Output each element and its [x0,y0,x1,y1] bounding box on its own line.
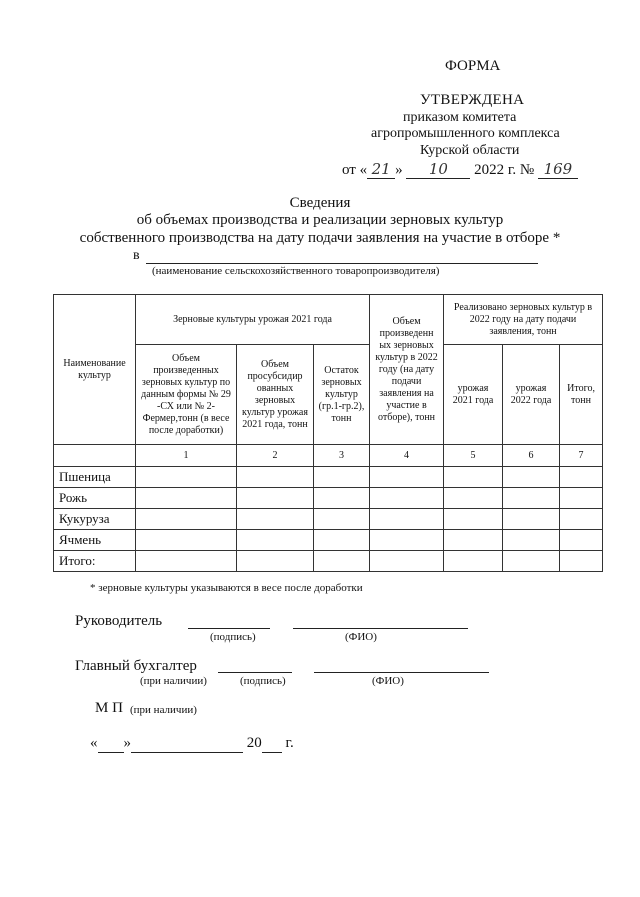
cell[interactable] [237,467,314,488]
doc-subtitle-1: об объемах производства и реализации зерновых культур [136,212,504,228]
grain-table [53,294,603,572]
cell[interactable] [560,488,603,509]
cell[interactable] [560,509,603,530]
date-year: 2022 г. № [474,162,535,178]
head-label: Руководитель [75,613,163,629]
cell[interactable] [237,530,314,551]
date-day: 21 [367,160,395,179]
cell[interactable] [560,551,603,572]
header-col-5: урожая 2021 года [444,345,503,445]
date-close-quote: » [123,735,131,751]
header-col-1: Объем произведенных зерновых культур по данным формы № 29 -СХ или № 2- Фермер,тонн (в весе после доработки) [136,345,237,445]
sign-date-line [90,735,294,753]
cell[interactable] [560,530,603,551]
in-label: в [133,248,140,263]
sign-month-field[interactable] [131,735,243,753]
head-signature-line[interactable] [188,628,270,629]
cell[interactable] [444,530,503,551]
num-cell: 7 [560,445,603,467]
row-label: Кукуруза [54,509,136,530]
cell[interactable] [237,509,314,530]
cell[interactable] [503,467,560,488]
accountant-signature-line[interactable] [218,672,292,673]
footnote: * зерновые культуры указываются в весе после доработки [90,582,363,594]
cell[interactable] [314,467,370,488]
row-label: Рожь [54,488,136,509]
accountant-fio-line[interactable] [314,672,489,673]
date-prefix: от « [342,162,368,178]
cell[interactable] [444,551,503,572]
doc-title: Сведения [289,195,351,211]
table-row [54,488,603,509]
form-label: ФОРМА [445,58,501,74]
header-col-3: Остаток зерновых культур (гр.1-гр.2), тонн [314,345,370,445]
header-group-2021: Зерновые культуры урожая 2021 года [136,295,370,345]
cell[interactable] [503,488,560,509]
header-col-6: урожая 2022 года [503,345,560,445]
cell[interactable] [237,551,314,572]
head-fio-line[interactable] [293,628,468,629]
cell[interactable] [136,509,237,530]
num-cell-empty [54,445,136,467]
sign-year-field[interactable] [262,735,282,753]
num-cell: 1 [136,445,237,467]
cell[interactable] [444,467,503,488]
num-cell: 3 [314,445,370,467]
doc-subtitle-2: собственного производства на дату подачи заявления на участие в отборе * [79,230,561,246]
table-row [54,530,603,551]
cell[interactable] [136,551,237,572]
accountant-label: Главный бухгалтер [75,658,197,674]
cell[interactable] [503,509,560,530]
producer-name-line [146,263,538,264]
cell[interactable] [370,530,444,551]
cell[interactable] [370,488,444,509]
cell[interactable] [370,509,444,530]
approved-line-1: приказом комитета [403,110,517,125]
stamp-label: М П [95,700,123,716]
header-col-4: Объем произведенн ых зерновых культур в 2022 году (на дату подачи заявления на участие в отборе), тонн [370,295,444,445]
date-month: 10 [406,160,470,179]
cell[interactable] [314,530,370,551]
cell[interactable] [136,530,237,551]
header-col-2: Объем просубсидир ованных зерновых культур урожая 2021 года, тонн [237,345,314,445]
approved-label: УТВЕРЖДЕНА [420,92,525,108]
table-row [54,467,603,488]
cell[interactable] [237,488,314,509]
head-fio-caption: (ФИО) [345,631,377,643]
approved-line-3: Курской области [420,143,520,158]
cell[interactable] [560,467,603,488]
approved-line-2: агропромышленного комплекса [371,126,560,141]
accountant-if-any: (при наличии) [140,675,207,687]
accountant-sign-caption: (подпись) [240,675,286,687]
num-cell: 4 [370,445,444,467]
num-cell: 2 [237,445,314,467]
date-mid: » [395,162,403,178]
table-row [54,509,603,530]
cell[interactable] [503,551,560,572]
order-date-line [342,160,578,179]
sign-year-suffix: г. [285,735,294,751]
cell[interactable] [314,551,370,572]
cell[interactable] [314,509,370,530]
order-number: 169 [538,160,578,179]
num-cell: 5 [444,445,503,467]
sign-year-prefix: 20 [246,735,262,751]
producer-caption: (наименование сельскохозяйственного товаропроизводителя) [152,265,440,277]
header-group-sold: Реализовано зерновых культур в 2022 году на дату подачи заявления, тонн [444,295,603,345]
table-row-total [54,551,603,572]
cell[interactable] [370,551,444,572]
sign-day-field[interactable] [98,735,124,753]
head-sign-caption: (подпись) [210,631,256,643]
cell[interactable] [370,467,444,488]
cell[interactable] [314,488,370,509]
stamp-note: (при наличии) [130,704,197,716]
num-cell: 6 [503,445,560,467]
cell[interactable] [444,488,503,509]
cell[interactable] [444,509,503,530]
date-open-quote: « [90,735,98,751]
cell[interactable] [136,488,237,509]
row-label: Пшеница [54,467,136,488]
cell[interactable] [136,467,237,488]
cell[interactable] [503,530,560,551]
row-label: Итого: [54,551,136,572]
header-crop-name: Наименование культур [54,295,136,445]
row-label: Ячмень [54,530,136,551]
header-col-7: Итого, тонн [560,345,603,445]
accountant-fio-caption: (ФИО) [372,675,404,687]
